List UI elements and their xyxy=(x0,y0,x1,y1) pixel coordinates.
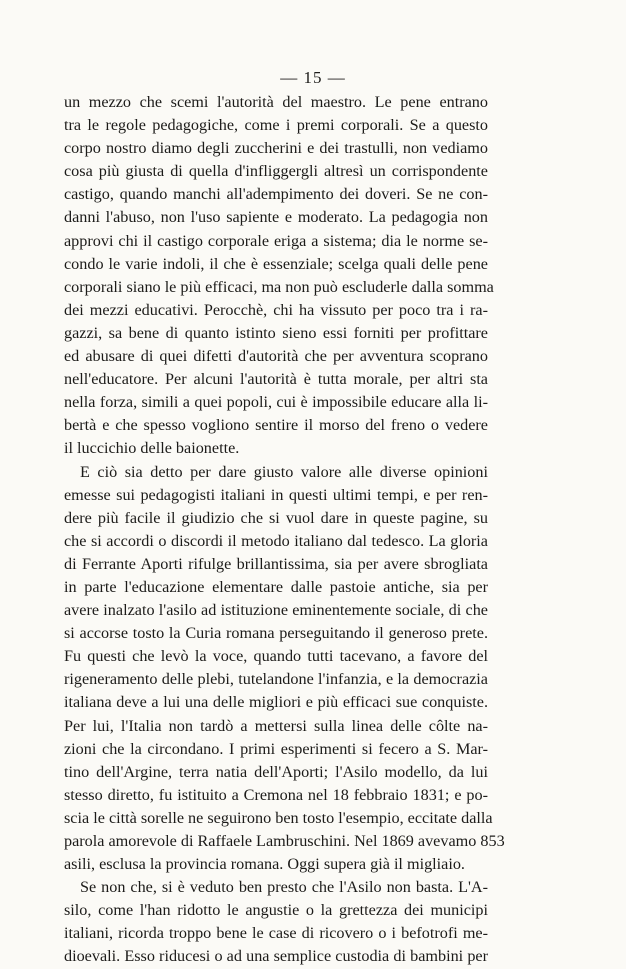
text-line: nella forza, simili a quei popoli, cui è impossibile educare alla li- xyxy=(64,393,488,412)
text-line: cosa più giusta di quella d'infliggergli altresì un corrispondente xyxy=(64,162,488,181)
text-line: italiana deve a lui una delle migliori e più efficaci sue conquiste. xyxy=(64,693,488,712)
text-line: il luccichio delle baionette. xyxy=(64,439,240,458)
paragraph xyxy=(64,876,488,968)
text-line: castigo, quando manchi all'adempimento dei doveri. Se ne con- xyxy=(64,185,488,204)
text-line: che si accordi o discordi il metodo italiano dal tedesco. La gloria xyxy=(64,531,488,550)
text-line: emesse sui pedagogisti italiani in questi ultimi tempi, e per ren- xyxy=(64,485,488,504)
paragraph xyxy=(64,461,505,877)
text-line: E ciò sia detto per dare giusto valore alle diverse opinioni xyxy=(80,462,488,481)
text-line: Per lui, l'Italia non tardò a mettersi sulla linea delle côlte na- xyxy=(64,716,488,735)
text-line: zioni che la circondano. I primi esperimenti si fecero a S. Mar- xyxy=(64,739,488,758)
text-line: rigeneramento delle plebi, tutelandone l'infanzia, e la democrazia xyxy=(64,670,488,689)
text-line: Se non che, si è veduto ben presto che l'Asilo non basta. L'A- xyxy=(80,878,488,897)
text-line: dere più facile il giudizio che si vuol dare in queste pagine, su xyxy=(64,508,488,527)
text-line: tra le regole pedagogiche, come i premi corporali. Se a questo xyxy=(64,116,488,135)
text-line: stesso diretto, fu istituito a Cremona nel 18 febbraio 1831; e po- xyxy=(64,785,488,804)
text-line: bertà e che spesso vogliono sentire il morso del freno o vedere xyxy=(64,416,488,435)
text-line: dei mezzi educativi. Perocchè, chi ha vissuto per poco tra i ra- xyxy=(64,300,488,319)
text-line: un mezzo che scemi l'autorità del maestro. Le pene entrano xyxy=(64,93,488,111)
text-line: approvi chi il castigo corporale eriga a sistema; dia le norme se- xyxy=(64,231,488,250)
text-body xyxy=(64,91,505,969)
text-line: condo le varie indoli, il che è essenziale; scelga quali delle pene xyxy=(64,254,488,273)
text-line: si accorse tosto la Curia romana perseguitando il generoso prete. xyxy=(64,624,488,643)
text-line: di Ferrante Aporti rifulge brillantissima, sia per avere sbrogliata xyxy=(64,554,488,573)
page-number: — 15 — xyxy=(280,68,346,87)
text-line: italiani, ricorda troppo bene le case di ricovero o i befotrofi me- xyxy=(64,924,488,943)
text-line: tino dell'Argine, terra natia dell'Aporti; l'Asilo modello, da lui xyxy=(64,762,488,781)
text-line: avere inalzato l'asilo ad istituzione eminentemente sociale, di che xyxy=(64,601,488,620)
text-line: Fu questi che levò la voce, quando tutti tacevano, a favore del xyxy=(64,647,488,666)
text-line: ed abusare di quei difetti d'autorità che per avventura scoprano xyxy=(64,347,488,366)
text-line: corpo nostro diamo degli zuccherini e dei trastulli, non vediamo xyxy=(64,139,488,158)
text-line: dioevali. Esso riducesi o ad una semplice custodia di bambini per xyxy=(64,947,488,966)
text-line: scia le città sorelle ne seguirono ben tosto l'esempio, eccitate dalla xyxy=(64,808,493,827)
text-line: danni l'abuso, non l'uso sapiente e moderato. La pedagogia non xyxy=(64,208,488,227)
text-line: nell'educatore. Per alcuni l'autorità è tutta morale, per altri sta xyxy=(64,370,488,389)
text-line: parola amorevole di Raffaele Lambruschini. Nel 1869 avevamo 853 xyxy=(64,832,505,850)
text-line: asili, esclusa la provincia romana. Oggi supera già il migliaio. xyxy=(64,855,465,874)
text-line: silo, come l'han ridotto le angustie o la grettezza dei municipi xyxy=(64,901,488,920)
text-line: in parte l'educazione elementare dalle pastoie antiche, sia per xyxy=(64,577,488,596)
text-line: gazzi, sa bene di quanto istinto sieno essi forniti per profittare xyxy=(64,323,488,342)
paragraph xyxy=(64,91,494,461)
text-line: corporali siano le più efficaci, ma non può escluderle dalla somma xyxy=(64,277,494,296)
